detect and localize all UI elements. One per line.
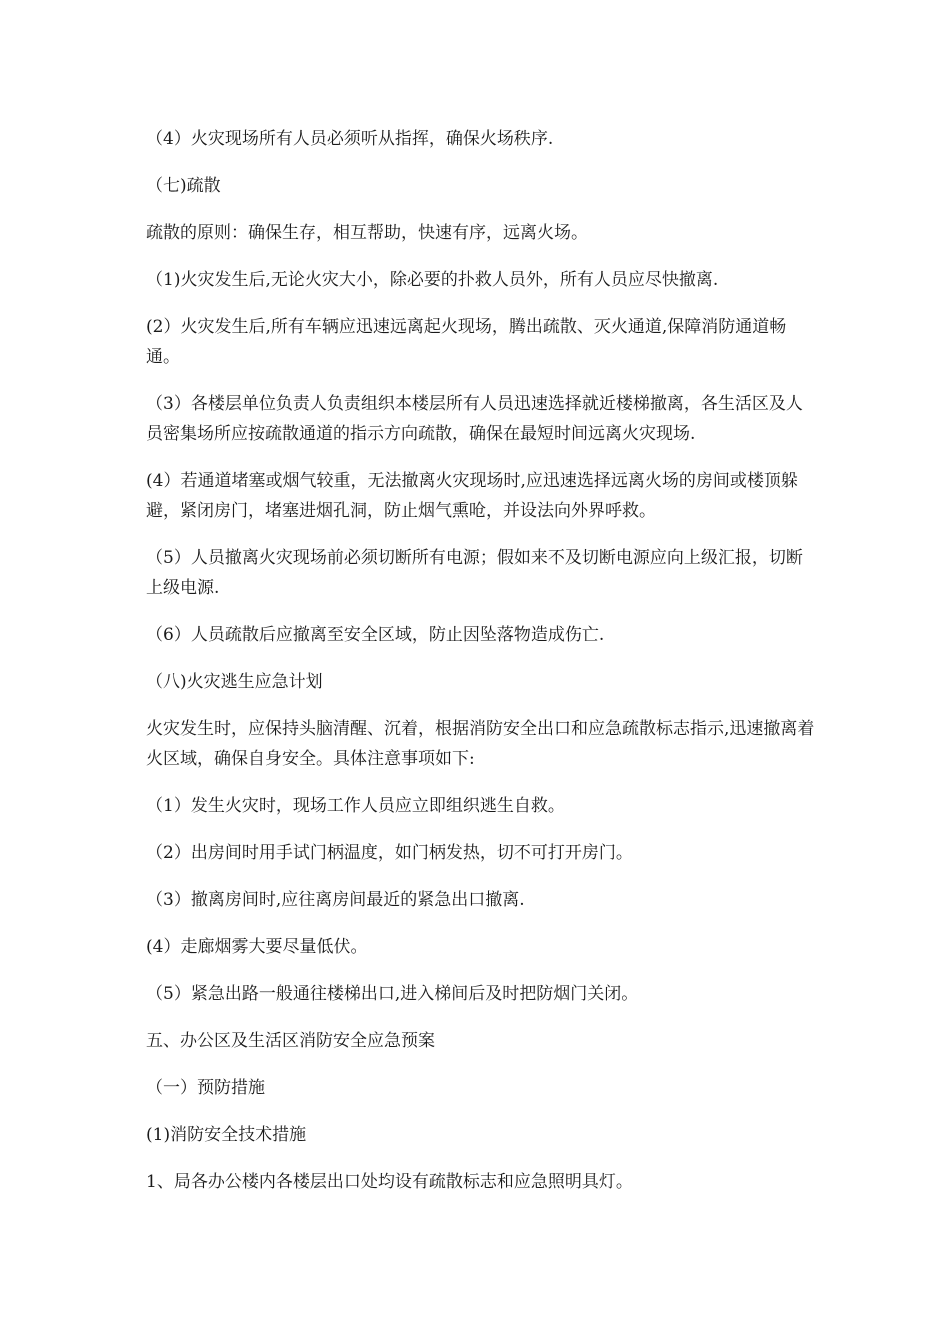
heading-evacuation: （七)疏散 bbox=[146, 176, 221, 196]
paragraph-evacuation-principle: 疏散的原则：确保生存，相互帮助，快速有序，远离火场。 bbox=[146, 223, 588, 243]
paragraph-escape-1: （1）发生火灾时，现场工作人员应立即组织逃生自救。 bbox=[146, 796, 565, 816]
heading-escape-plan: （八)火灾逃生应急计划 bbox=[146, 672, 323, 692]
paragraph-evacuation-1: （1)火灾发生后,无论火灾大小，除必要的扑救人员外，所有人员应尽快撤离. bbox=[146, 270, 719, 290]
paragraph-escape-4: (4）走廊烟雾大要尽量低伏。 bbox=[146, 937, 368, 957]
paragraph-evacuation-3: （3）各楼层单位负责人负责组织本楼层所有人员迅速选择就近楼梯撤离，各生活区及人员密集场所应按疏散通道的指示方向疏散，确保在最短时间远离火灾现场. bbox=[146, 394, 803, 444]
paragraph-fire-scene-order: （4）火灾现场所有人员必须听从指挥，确保火场秩序. bbox=[146, 129, 554, 149]
paragraph-evacuation-4: (4）若通道堵塞或烟气较重，无法撤离火灾现场时,应迅速选择远离火场的房间或楼顶躲避，紧闭房门，堵塞进烟孔洞，防止烟气熏呛，并设法向外界呼救。 bbox=[146, 471, 798, 521]
paragraph-evacuation-2: (2）火灾发生后,所有车辆应迅速远离起火现场，腾出疏散、灭火通道,保障消防通道畅通。 bbox=[146, 317, 787, 367]
paragraph-evacuation-5: （5）人员撤离火灾现场前必须切断所有电源；假如来不及切断电源应向上级汇报，切断上级电源. bbox=[146, 548, 803, 598]
heading-section-five: 五、办公区及生活区消防安全应急预案 bbox=[146, 1031, 435, 1051]
heading-tech-measures: (1)消防安全技术措施 bbox=[146, 1125, 307, 1145]
paragraph-escape-2: （2）出房间时用手试门柄温度，如门柄发热，切不可打开房门。 bbox=[146, 843, 633, 863]
heading-prevention: （一）预防措施 bbox=[146, 1078, 265, 1098]
paragraph-escape-5: （5）紧急出路一般通往楼梯出口,进入梯间后及时把防烟门关闭。 bbox=[146, 984, 639, 1004]
paragraph-escape-intro: 火灾发生时，应保持头脑清醒、沉着，根据消防安全出口和应急疏散标志指示,迅速撤离着火区域，确保自身安全。具体注意事项如下: bbox=[146, 719, 815, 769]
paragraph-tech-measure-1: 1、局各办公楼内各楼层出口处均设有疏散标志和应急照明具灯。 bbox=[146, 1172, 633, 1192]
paragraph-escape-3: （3）撤离房间时,应往离房间最近的紧急出口撤离. bbox=[146, 890, 525, 910]
paragraph-evacuation-6: （6）人员疏散后应撤离至安全区域，防止因坠落物造成伤亡. bbox=[146, 625, 605, 645]
document-body bbox=[146, 124, 816, 1214]
